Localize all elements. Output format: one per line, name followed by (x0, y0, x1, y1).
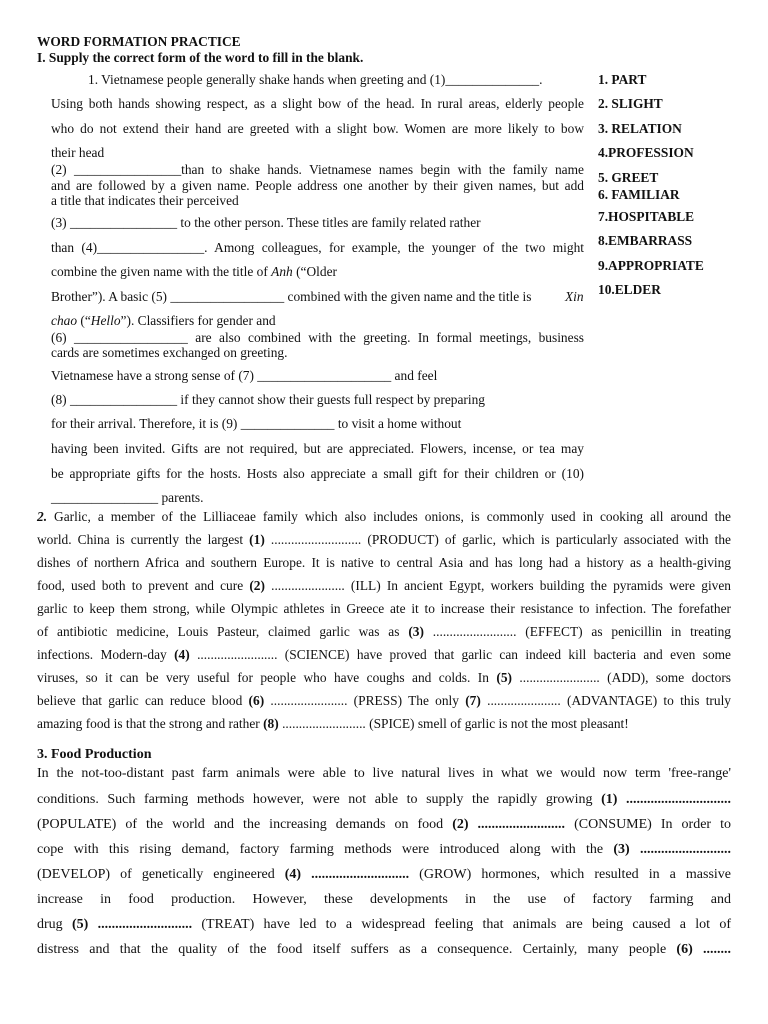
passage-line: of antibiotic medicine, Louis Pasteur, claimed garlic was as (3) ......................... (EFFECT) as penicillin in treating (37, 624, 732, 639)
instruction: I. Supply the correct form of the word to fill in the blank. (37, 50, 364, 65)
passage-line: (8) ________________ if they cannot show their guests full respect by preparing (51, 392, 485, 407)
passage-line: than (4)________________. Among colleagues, for example, the younger of the two might (51, 240, 584, 255)
passage-line: 1. Vietnamese people generally shake hands when greeting and (1)______________. (88, 72, 543, 87)
passage-line: Using both hands showing respect, as a slight bow of the head. In rural areas, elderly people (51, 96, 584, 111)
passage-line: a title that indicates their perceived (51, 193, 239, 208)
passage-line: cards are sometimes exchanged on greeting. (51, 345, 288, 360)
passage-line: be appropriate gifts for the hosts. Hosts also appreciate a small gift for their children or (10) (51, 466, 584, 481)
passage-line: In the not-too-distant past farm animals were able to live natural lives in what we would now term 'free-range' (37, 766, 731, 781)
word-list-item: 3. RELATION (598, 121, 682, 136)
passage-line: and are followed by a given name. People address one another by their given names, but add (51, 178, 584, 193)
passage-line: amazing food is that the strong and rather (8) ......................... (SPICE) smell of garlic is not the most pleasant! (37, 716, 629, 731)
passage-line: viruses, so it can be very useful for people who have coughs and colds. In (5) ........................ (ADD), some doctors (37, 670, 731, 685)
page-title: WORD FORMATION PRACTICE (37, 34, 241, 49)
passage-line: combine the given name with the title of Anh (“Older (51, 264, 337, 279)
word-list-item: 10.ELDER (598, 282, 661, 297)
passage-line: (DEVELOP) of genetically engineered (4) ............................ (GROW) hormones, which resulted in a massive (37, 867, 731, 882)
passage-line: (2) ________________than to shake hands. Vietnamese names begin with the family name (51, 162, 584, 177)
passage-line: drug (5) ........................... (TREAT) have led to a widespread feeling that animals are being caused a lot of (37, 917, 732, 932)
word-list-item: 1. PART (598, 72, 647, 87)
passage-line: cope with this rising demand, factory farming methods were introduced along with the (3) .......................... (37, 842, 731, 857)
passage-line: 2. Garlic, a member of the Lilliaceae family which also includes onions, is commonly used in cooking all around the (37, 509, 731, 524)
word-list-item: 6. FAMILIAR (598, 187, 680, 202)
passage-line: chao (“Hello”). Classifiers for gender and (51, 313, 276, 328)
passage-line: garlic to keep them strong, while Olympic athletes in Greece ate it to increase their resistance to infection. The forefather (37, 601, 731, 616)
word-list-item: 4.PROFESSION (598, 145, 694, 160)
section-heading: 3. Food Production (37, 747, 152, 762)
word-list-item: 9.APPROPRIATE (598, 258, 704, 273)
passage-line: Brother”). A basic (5) _________________ combined with the given name and the title is Xin (51, 289, 584, 304)
passage-line: infections. Modern-day (4) ........................ (SCIENCE) have proved that garlic can indeed kill bacteria and even some (37, 647, 731, 662)
passage-line: believe that garlic can reduce blood (6) ....................... (PRESS) The only (7) ...................... (ADVANTAGE) to this truly (37, 693, 732, 708)
passage-line: world. China is currently the largest (1) ........................... (PRODUCT) of garlic, which is particularly associated with the (37, 532, 732, 547)
passage-line: conditions. Such farming methods however, were not able to supply the rapidly growing (1) .............................. (37, 792, 731, 807)
passage-line: increase in food production. However, these developments in the use of factory farming and (37, 892, 731, 907)
passage-line: their head (51, 145, 105, 160)
passage-line: for their arrival. Therefore, it is (9) ______________ to visit a home without (51, 416, 462, 431)
word-list-item: 7.HOSPITABLE (598, 209, 695, 224)
passage-line: Vietnamese have a strong sense of (7) ____________________ and feel (51, 368, 438, 383)
passage-line: (6) _________________ are also combined with the greeting. In formal meetings, business (51, 330, 584, 345)
passage-line: (POPULATE) of the world and the increasing demands on food (2) ......................... (CONSUME) In order to (37, 817, 731, 832)
passage-line: ________________ parents. (51, 490, 204, 505)
passage-line: who do not extend their hand are greeted with a slight bow. Women are more likely to bow (51, 121, 584, 136)
passage-line: having been invited. Gifts are not required, but are appreciated. Flowers, incense, or tea may (51, 441, 584, 456)
word-list-item: 8.EMBARRASS (598, 233, 693, 248)
passage-line: food, used both to prevent and cure (2) ...................... (ILL) In ancient Egypt, workers building the pyramids were given (37, 578, 732, 593)
word-list-item: 5. GREET (598, 170, 659, 185)
passage-line: dishes of northern Africa and southern Europe. It is native to central Asia and has long had a history as a health-giving (37, 555, 731, 570)
passage-line: (3) ________________ to the other person. These titles are family related rather (51, 215, 481, 230)
passage-line: distress and that the quality of the food itself suffers as a consequence. Certainly, many people (6) ........ (37, 942, 731, 957)
word-list-item: 2. SLIGHT (598, 96, 663, 111)
